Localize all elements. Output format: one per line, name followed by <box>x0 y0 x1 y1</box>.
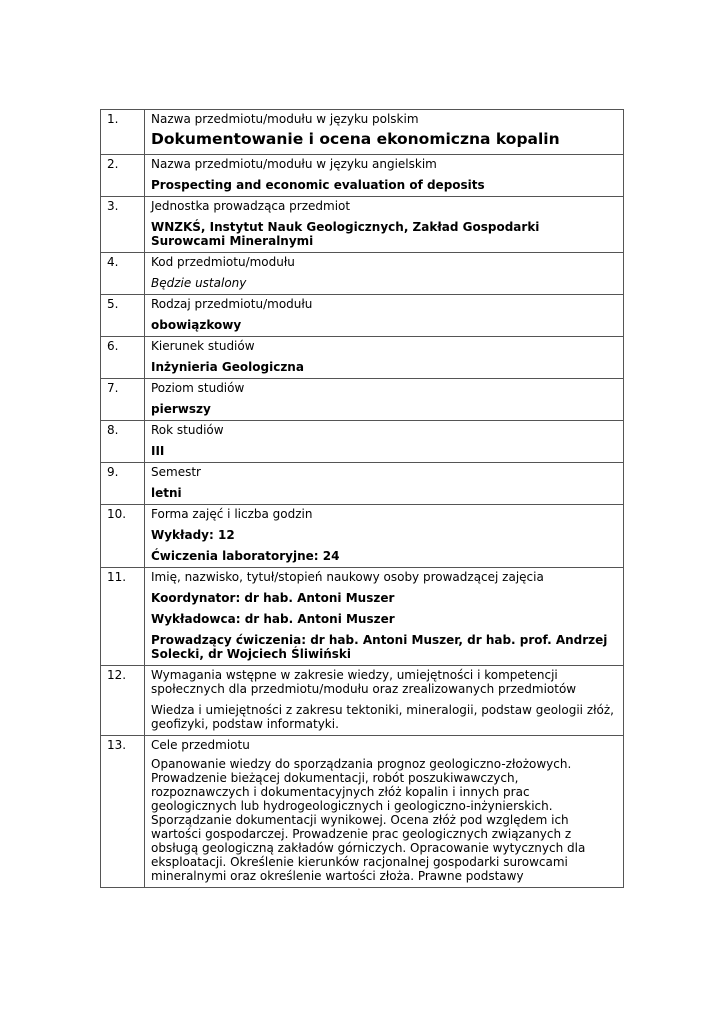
row-content <box>145 379 624 421</box>
row-number: 12. <box>101 666 145 736</box>
row-number: 11. <box>101 568 145 666</box>
row-number: 7. <box>101 379 145 421</box>
row-label: Rodzaj przedmiotu/modułu <box>151 297 313 311</box>
row-label: Nazwa przedmiotu/modułu w języku angielskim <box>151 157 437 171</box>
table-row <box>101 505 624 568</box>
table-row <box>101 421 624 463</box>
row-content <box>145 505 624 568</box>
row-number: 1. <box>101 110 145 155</box>
table-row <box>101 463 624 505</box>
table-row <box>101 666 624 736</box>
study-level-value: pierwszy <box>151 402 211 416</box>
row-label: Rok studiów <box>151 423 224 437</box>
course-code-value: Będzie ustalony <box>151 276 247 290</box>
row-content <box>145 421 624 463</box>
table-row <box>101 337 624 379</box>
field-of-study-value: Inżynieria Geologiczna <box>151 360 304 374</box>
row-content <box>145 337 624 379</box>
table-row <box>101 568 624 666</box>
row-number: 3. <box>101 197 145 253</box>
lecture-hours: Wykłady: 12 <box>151 528 235 542</box>
row-content <box>145 253 624 295</box>
row-number: 6. <box>101 337 145 379</box>
course-title-english: Prospecting and economic evaluation of deposits <box>151 178 485 192</box>
row-content <box>145 155 624 197</box>
row-number: 10. <box>101 505 145 568</box>
lab-hours: Ćwiczenia laboratoryjne: 24 <box>151 549 340 563</box>
unit-value: WNZKŚ, Instytut Nauk Geologicznych, Zakład Gospodarki Surowcami Mineralnymi <box>151 220 540 248</box>
course-type-value: obowiązkowy <box>151 318 242 332</box>
row-number: 9. <box>101 463 145 505</box>
row-content <box>145 110 624 155</box>
course-goals-value: Opanowanie wiedzy do sporządzania prognoz geologiczno-złożowych. Prowadzenie bieżącej dokumentacji, robót poszukiwawczych, rozpoznawczych i dokumentacyjnych złóż kopalin i innych prac geologicznych lub hydrogeologicznych i geologiczno-inżynierskich. Sporządzanie dokumentacji wynikowej. Ocena złóż pod względem ich wartości gospodarczej. Prowadzenie prac geologicznych związanych z obsługą geologiczną zakładów górniczych. Opracowanie wytycznych dla eksploatacji. Określenie kierunków racjonalnej gospodarki surowcami mineralnymi oraz określenie wartości złoża. Prawne podstawy <box>151 757 586 883</box>
row-number: 8. <box>101 421 145 463</box>
row-label: Semestr <box>151 465 201 479</box>
table-row <box>101 295 624 337</box>
row-label: Poziom studiów <box>151 381 245 395</box>
row-number: 13. <box>101 736 145 888</box>
row-content <box>145 463 624 505</box>
lab-instructors-value: Prowadzący ćwiczenia: dr hab. Antoni Muszer, dr hab. prof. Andrzej Solecki, dr Wojciech Śliwiński <box>151 633 608 661</box>
row-content <box>145 666 624 736</box>
course-title-polish: Dokumentowanie i ocena ekonomiczna kopalin <box>151 130 560 148</box>
row-content <box>145 197 624 253</box>
study-year-value: III <box>151 444 165 458</box>
row-label: Cele przedmiotu <box>151 738 250 752</box>
table-row <box>101 379 624 421</box>
row-content <box>145 568 624 666</box>
row-label: Forma zajęć i liczba godzin <box>151 507 313 521</box>
row-label: Jednostka prowadząca przedmiot <box>151 199 351 213</box>
row-label: Kierunek studiów <box>151 339 255 353</box>
table-row <box>101 253 624 295</box>
semester-value: letni <box>151 486 182 500</box>
table-row <box>101 736 624 888</box>
row-number: 5. <box>101 295 145 337</box>
row-number: 2. <box>101 155 145 197</box>
row-label: Imię, nazwisko, tytuł/stopień naukowy osoby prowadzącej zajęcia <box>151 570 544 584</box>
table-row <box>101 155 624 197</box>
table-row <box>101 197 624 253</box>
row-number: 4. <box>101 253 145 295</box>
row-label: Nazwa przedmiotu/modułu w języku polskim <box>151 112 419 126</box>
lecturer-value: Wykładowca: dr hab. Antoni Muszer <box>151 612 395 626</box>
row-content <box>145 295 624 337</box>
syllabus-table <box>100 109 624 888</box>
coordinator-value: Koordynator: dr hab. Antoni Muszer <box>151 591 395 605</box>
row-label: Wymagania wstępne w zakresie wiedzy, umiejętności i kompetencji społecznych dla przedmiotu/modułu oraz zrealizowanych przedmiotów <box>151 668 577 696</box>
row-content <box>145 736 624 888</box>
prerequisites-value: Wiedza i umiejętności z zakresu tektoniki, mineralogii, podstaw geologii złóż, geofizyki, podstaw informatyki. <box>151 703 614 731</box>
table-row <box>101 110 624 155</box>
row-label: Kod przedmiotu/modułu <box>151 255 295 269</box>
